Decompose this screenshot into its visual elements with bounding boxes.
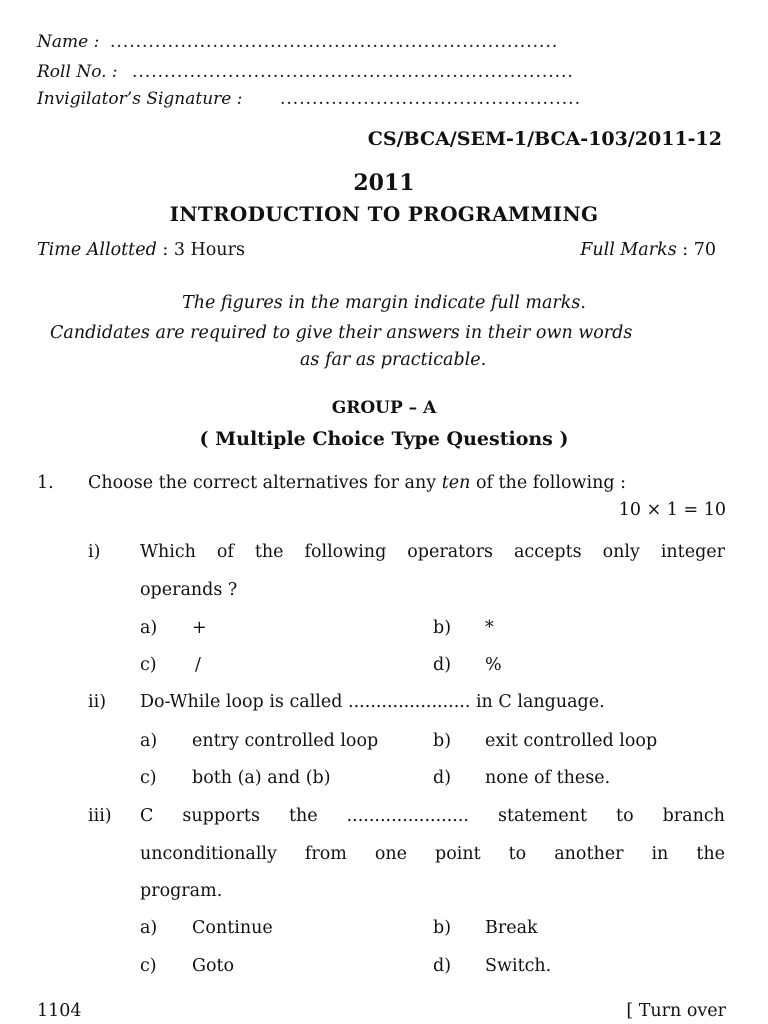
blank-dots: ...................... bbox=[346, 806, 469, 826]
question-number: 1. bbox=[37, 473, 54, 493]
roll-no-label: Roll No. : bbox=[37, 62, 118, 82]
question-instruction-emphasis: ten bbox=[441, 473, 471, 493]
option-ii-d-text: none of these. bbox=[485, 768, 611, 788]
option-i-c-text: / bbox=[195, 655, 201, 675]
subquestion-i-text-line-2: operands ? bbox=[140, 580, 238, 600]
instruction-line-2: Candidates are required to give their answers in their own words bbox=[50, 323, 633, 343]
instruction-line-3: as far as practicable. bbox=[300, 350, 487, 370]
word: statement bbox=[497, 806, 588, 826]
time-allotted-label: Time Allotted bbox=[37, 240, 157, 260]
option-i-a-text: + bbox=[192, 618, 207, 638]
full-marks bbox=[580, 240, 716, 260]
subquestion-ii-number: ii) bbox=[88, 692, 107, 712]
option-ii-a-text: entry controlled loop bbox=[192, 731, 379, 751]
option-i-d-text: % bbox=[485, 655, 502, 675]
word: branch bbox=[662, 806, 725, 826]
page-code: 1104 bbox=[37, 1001, 82, 1021]
full-marks-value: : 70 bbox=[682, 240, 716, 260]
word: another bbox=[554, 844, 624, 864]
instruction-line-1: The figures in the margin indicate full marks. bbox=[182, 293, 586, 313]
group-title: GROUP – A bbox=[331, 398, 437, 418]
option-iii-a-label: a) bbox=[140, 918, 158, 938]
option-iii-d-text: Switch. bbox=[485, 956, 552, 976]
invigilator-signature-label: Invigilator’s Signature : bbox=[37, 89, 243, 109]
roll-no-field-line: ..................................................................... bbox=[132, 62, 574, 82]
invigilator-signature-line: ............................................... bbox=[280, 89, 581, 109]
subquestion-ii-text: Do-While loop is called ...................... in C language. bbox=[140, 692, 605, 712]
option-iii-a-text: Continue bbox=[192, 918, 273, 938]
word: C bbox=[140, 806, 154, 826]
word: one bbox=[374, 844, 408, 864]
option-ii-b-text: exit controlled loop bbox=[485, 731, 658, 751]
subquestion-iii-text-line-1 bbox=[140, 806, 725, 826]
option-ii-b-label: b) bbox=[433, 731, 452, 751]
subquestion-iii-text-line-3: program. bbox=[140, 881, 223, 901]
option-iii-b-text: Break bbox=[485, 918, 538, 938]
word: to bbox=[508, 844, 527, 864]
question-marks: 10 × 1 = 10 bbox=[618, 500, 726, 520]
word: in bbox=[651, 844, 669, 864]
word: the bbox=[696, 844, 725, 864]
option-iii-c-text: Goto bbox=[192, 956, 235, 976]
option-i-c-label: c) bbox=[140, 655, 157, 675]
word: unconditionally bbox=[140, 844, 277, 864]
question-instruction-text: Choose the correct alternatives for any bbox=[88, 473, 437, 493]
option-ii-a-label: a) bbox=[140, 731, 158, 751]
option-iii-b-label: b) bbox=[433, 918, 452, 938]
option-ii-c-text: both (a) and (b) bbox=[192, 768, 331, 788]
word: the bbox=[288, 806, 318, 826]
option-i-b-label: b) bbox=[433, 618, 452, 638]
word: point bbox=[435, 844, 481, 864]
option-iii-d-label: d) bbox=[433, 956, 452, 976]
question-instruction bbox=[88, 473, 626, 493]
paper-code: CS/BCA/SEM-1/BCA-103/2011-12 bbox=[367, 128, 722, 150]
option-i-b-text: * bbox=[485, 618, 494, 638]
time-allotted bbox=[37, 240, 245, 260]
subquestion-iii-text-line-2 bbox=[140, 844, 725, 864]
subject-title: INTRODUCTION TO PROGRAMMING bbox=[169, 202, 599, 226]
word: supports bbox=[182, 806, 260, 826]
full-marks-label: Full Marks bbox=[580, 240, 677, 260]
question-instruction-tail: of the following : bbox=[475, 473, 627, 493]
option-ii-c-label: c) bbox=[140, 768, 157, 788]
word: from bbox=[304, 844, 347, 864]
option-iii-c-label: c) bbox=[140, 956, 157, 976]
time-allotted-value: : 3 Hours bbox=[162, 240, 245, 260]
option-ii-d-label: d) bbox=[433, 768, 452, 788]
group-subtitle: ( Multiple Choice Type Questions ) bbox=[199, 428, 569, 450]
word: to bbox=[616, 806, 634, 826]
turn-over-note: [ Turn over bbox=[626, 1001, 726, 1021]
subquestion-i-number: i) bbox=[88, 542, 101, 562]
subquestion-i-text-line-1: Which of the following operators accepts only integer bbox=[140, 542, 725, 562]
option-i-a-label: a) bbox=[140, 618, 158, 638]
exam-year: 2011 bbox=[353, 170, 415, 196]
name-field-line: ...................................................................... bbox=[110, 32, 559, 52]
option-i-d-label: d) bbox=[433, 655, 452, 675]
name-label: Name : bbox=[37, 32, 100, 52]
subquestion-iii-number: iii) bbox=[88, 806, 112, 826]
